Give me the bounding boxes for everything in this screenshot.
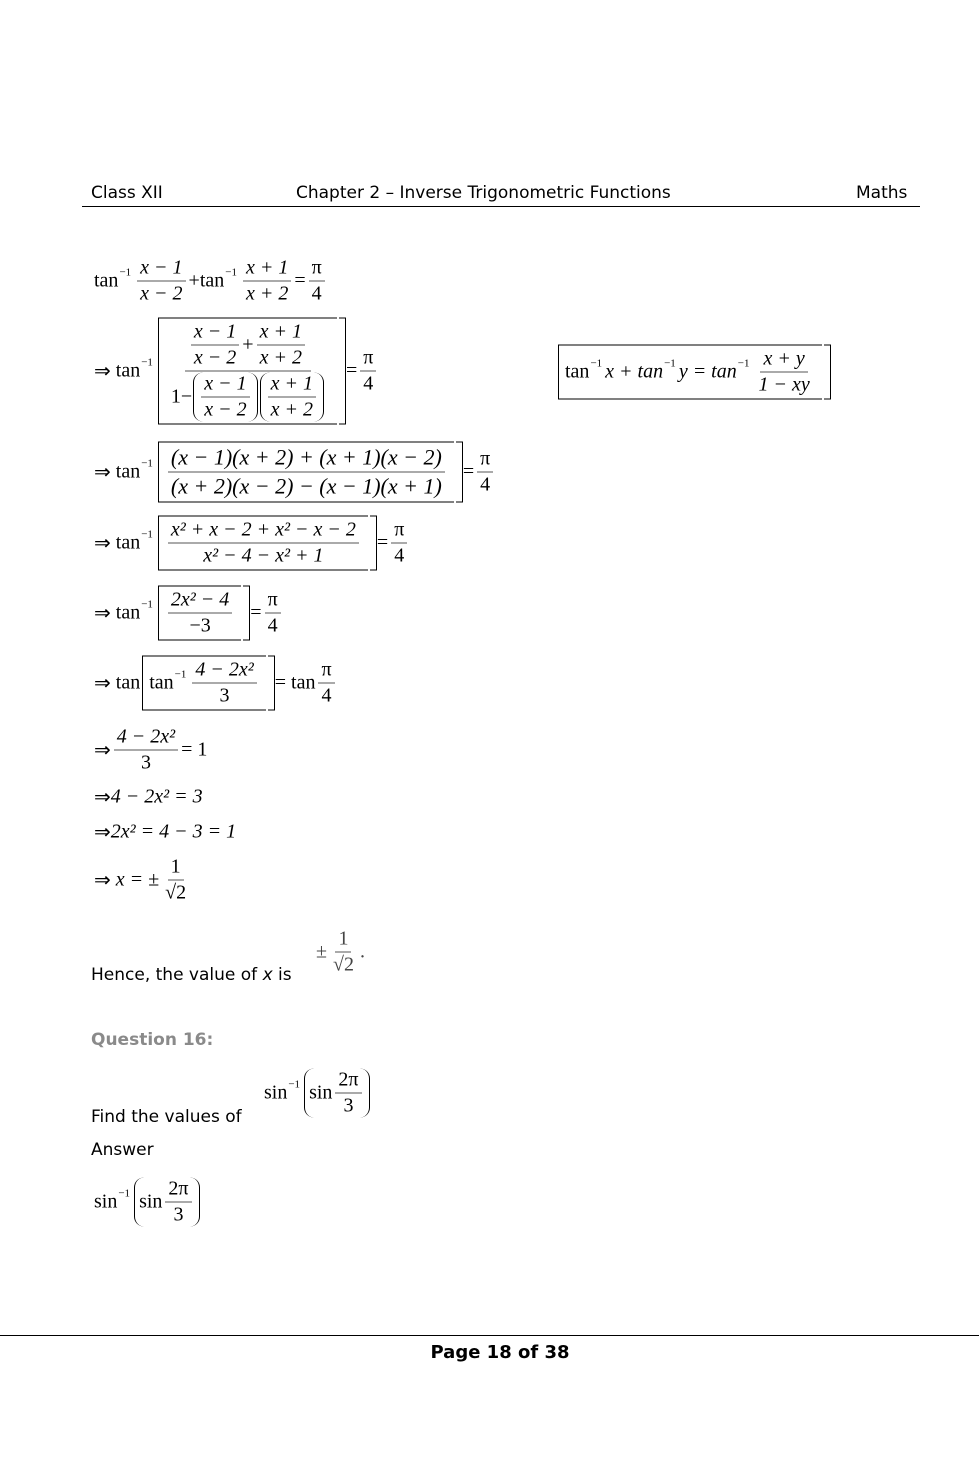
footer-rule (0, 1335, 979, 1336)
equation-line-2: ⇒ tan −1 x − 1 x − 2 + $\frac{x + 1}{x + 2}$ 1− x − 1 x − 2 x + 1 x + 2 = $\frac{\pi}{4}$ (94, 318, 379, 425)
equation-line-9: ⇒ 2x² = 4 − 3 = 1 (94, 820, 237, 844)
answer-expression: sin −1 sin 2π 3 (94, 1178, 201, 1227)
header-chapter: Chapter 2 – Inverse Trigonometric Functions (296, 183, 671, 203)
header-class: Class XII (91, 183, 163, 203)
equation-line-4: ⇒ tan −1 x² + x − 2 + x² − x − 2 x² − 4 − x² + 1 = $\frac{\pi}{4}$ (94, 516, 410, 571)
header-rule (82, 206, 920, 207)
equation-line-1: tan −1 x − 1 x − 2 + tan −1 $\frac{x + 1}{x + 2}$ = $\frac{\pi}{4}$ (94, 257, 328, 306)
identity-formula: tan −1 x + tan −1 y = tan −1 x + y 1 − xy (556, 345, 831, 400)
equation-line-8: ⇒ 4 − 2x² = 3 (94, 785, 203, 809)
equation-line-6: ⇒ tan tan −1 4 − 2x² 3 = tan π 4 (94, 656, 338, 711)
equation-line-7: ⇒ $\frac{\text{4 − 2x²}}{3}$ = 1 (94, 725, 208, 774)
page-number: Page 18 of 38 (430, 1342, 570, 1363)
answer-label: Answer (91, 1140, 154, 1160)
header-subject: Maths (856, 183, 908, 203)
equation-line-3: ⇒ tan −1 (x − 1)(x + 2) + (x + 1)(x − 2) (x + 2)(x − 2) − (x − 1)(x + 1) = $\frac{\pi}{4}$ (94, 442, 496, 503)
equation-line-5: ⇒ tan −1 2x² − 4 −3 = $\frac{\pi}{4}$ (94, 586, 284, 641)
question-prompt: Find the values of (91, 1107, 242, 1127)
question-heading: Question 16: (91, 1030, 214, 1050)
question-expression: sin −1 sin 2π 3 (264, 1069, 371, 1118)
conclusion-value: ± $\frac{1}{√2}$ . (316, 927, 365, 976)
equation-line-10: ⇒ x = ± $\frac{1}{√2}$ (94, 855, 187, 904)
conclusion-text: Hence, the value of x is (91, 965, 292, 985)
